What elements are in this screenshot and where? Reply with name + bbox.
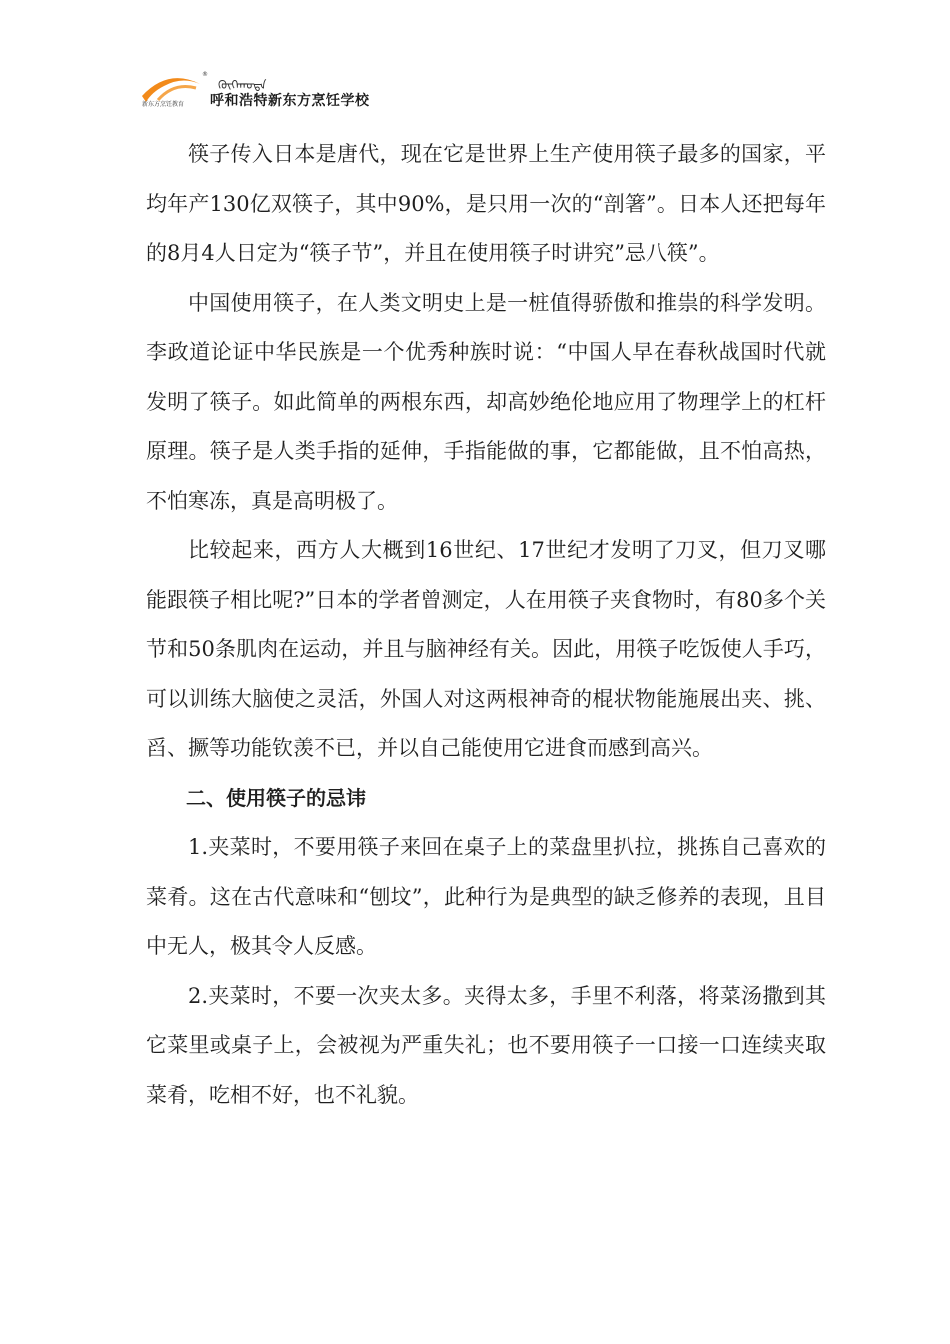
document-body xyxy=(146,130,826,1120)
paragraph-comparison: 比较起来，西方人大概到16世纪、17世纪才发明了刀叉，但刀叉哪能跟筷子相比呢?”日本的学者曾测定，人在用筷子夹食物时，有80多个关节和50条肌肉在运动，并且与脑神经有关。因此，用筷子吃饭使人手巧，可以训练大脑使之灵活，外国人对这两根神奇的棍状物能施展出夹、挑、舀、撅等功能钦羡不已，并以自己能使用它进食而感到高兴。 xyxy=(146,538,826,760)
paragraph-taboo-1: 1.夹菜时，不要用筷子来回在桌子上的菜盘里扒拉，挑拣自己喜欢的菜肴。这在古代意味和“刨坟”，此种行为是典型的缺乏修养的表现，且目中无人，极其令人反感。 xyxy=(146,835,826,958)
school-logo-icon xyxy=(138,66,210,110)
paragraph-japan-chopsticks: 筷子传入日本是唐代，现在它是世界上生产使用筷子最多的国家，平均年产130亿双筷子，其中90%，是只用一次的“剖箸”。日本人还把每年的8月4人日定为“筷子节”，并且在使用筷子时讲究”忌八筷”。 xyxy=(146,142,826,265)
paragraph-taboo-2: 2.夹菜时，不要一次夹太多。夹得太多，手里不利落，将菜汤撒到其它菜里或桌子上，会被视为严重失礼；也不要用筷子一口接一口连续夹取菜肴，吃相不好，也不礼貌。 xyxy=(146,983,826,1107)
logo-brand-text: 新东方烹饪教育 xyxy=(142,101,185,108)
paragraph-chinese-invention: 中国使用筷子，在人类文明史上是一桩值得骄傲和推祟的科学发明。李政道论证中华民族是一个优秀种族时说：“中国人早在春秋战国时代就发明了筷子。如此简单的两根东西，却高妙绝伦地应用了物理学上的杠杆原理。筷子是人类手指的延伸，手指能做的事，它都能做，且不怕高热，不怕寒冻，真是高明极了。 xyxy=(146,290,826,513)
logo-registered-mark: ® xyxy=(202,71,208,78)
logo-mongolian-script: ᠬᠥᠬᠡᠬᠣᠲᠠ xyxy=(218,78,267,92)
page-header xyxy=(138,66,398,116)
school-name: 呼和浩特新东方烹饪学校 xyxy=(210,93,370,109)
section-heading-taboos: 二、使用筷子的忌讳 xyxy=(186,785,366,810)
